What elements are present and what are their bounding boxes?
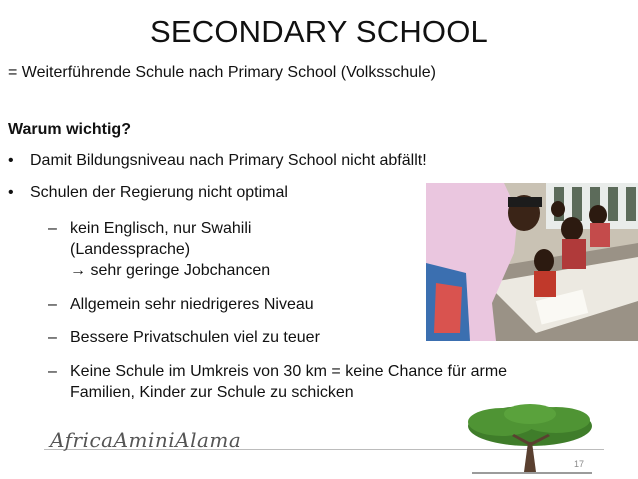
dash-mark: – <box>48 296 57 313</box>
bullet-mark: • <box>8 152 14 169</box>
subbullet-line: kein Englisch, nur Swahili <box>70 220 252 237</box>
subbullet-line: Familien, Kinder zur Schule zu schicken <box>70 384 354 401</box>
page-number: 17 <box>574 459 585 469</box>
subbullet-line: Allgemein sehr niedrigeres Niveau <box>70 296 314 313</box>
slide-subtitle: = Weiterführende Schule nach Primary School (Volksschule) <box>8 64 436 81</box>
logo: AfricaAminiAlama <box>50 428 242 452</box>
subbullet-item <box>48 218 270 281</box>
dash-mark: – <box>48 363 57 380</box>
subbullet-line: (Landessprache) <box>70 241 191 258</box>
subbullet-item <box>48 361 507 403</box>
subbullet-line: Keine Schule im Umkreis von 30 km = keine Chance für arme <box>70 363 508 380</box>
section-heading: Warum wichtig? <box>8 121 131 138</box>
dash-mark: – <box>48 329 57 346</box>
bullet-item <box>8 152 427 170</box>
classroom-photo <box>426 183 638 341</box>
subbullet-item <box>48 294 314 315</box>
bullet-text: Schulen der Regierung nicht optimal <box>30 184 288 201</box>
subbullet-item <box>48 327 320 348</box>
subbullet-line: Bessere Privatschulen viel zu teuer <box>70 329 320 346</box>
bullet-item <box>8 184 288 202</box>
subbullet-line-with-arrow <box>70 260 270 281</box>
bullet-text: Damit Bildungsniveau nach Primary School nicht abfällt! <box>30 152 427 169</box>
bullet-mark: • <box>8 184 14 201</box>
dash-mark: – <box>48 220 57 237</box>
subbullet-line: sehr geringe Jobchancen <box>90 262 271 279</box>
slide-title: SECONDARY SCHOOL <box>150 14 488 49</box>
arrow-icon: → <box>70 262 86 279</box>
